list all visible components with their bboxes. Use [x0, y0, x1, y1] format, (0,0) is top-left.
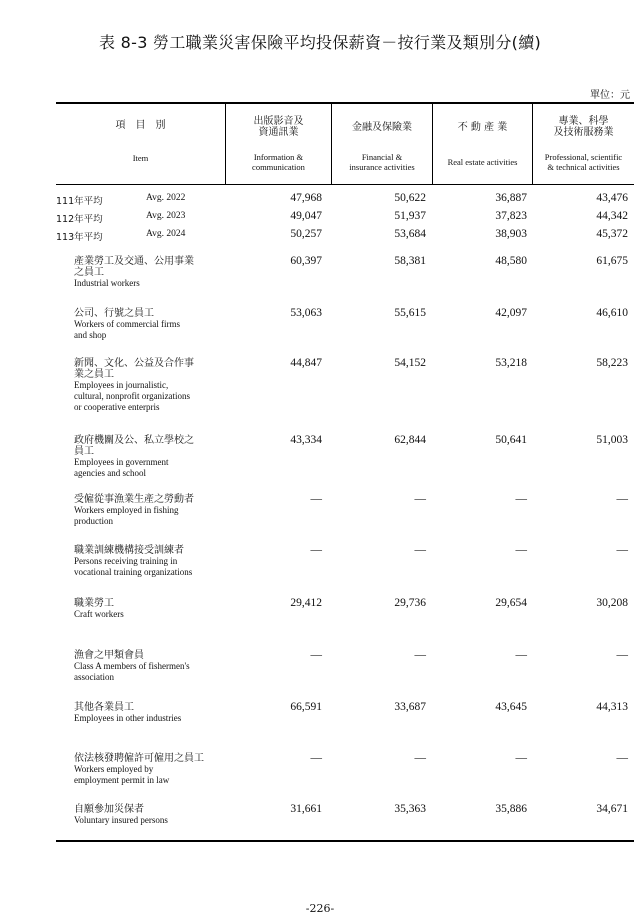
table-cell: 62,844: [394, 434, 426, 446]
table-cell: —: [616, 493, 628, 505]
table-cell: 54,152: [394, 357, 426, 369]
column-header: [533, 116, 634, 172]
column-header-en: Financial & insurance activities: [349, 152, 415, 172]
year-row-label-en: Avg. 2023: [146, 211, 186, 221]
year-row-label-en: Avg. 2022: [146, 193, 186, 203]
table-cell: 47,968: [290, 192, 322, 204]
table-cell: 30,208: [596, 597, 628, 609]
table-cell: 36,887: [495, 192, 527, 204]
page-title: 表 8-3 勞工職業災害保險平均投保薪資－按行業及類別分(續): [98, 33, 542, 52]
column-header-zh: 金融及保險業: [352, 122, 412, 133]
table-cell: 35,363: [394, 803, 426, 815]
table-cell: 51,937: [394, 210, 426, 222]
table-cell: 33,687: [394, 701, 426, 713]
table-cell: —: [515, 752, 527, 764]
table-bottom-rule: [56, 840, 634, 842]
table-cell: —: [515, 649, 527, 661]
table-cell: —: [515, 544, 527, 556]
table-cell: —: [414, 544, 426, 556]
table-cell: 29,654: [495, 597, 527, 609]
table-cell: 35,886: [495, 803, 527, 815]
table-cell: 34,671: [596, 803, 628, 815]
table-cell: —: [310, 544, 322, 556]
table-cell: 48,580: [495, 255, 527, 267]
table-cell: 38,903: [495, 228, 527, 240]
table-cell: 29,736: [394, 597, 426, 609]
table-cell: 44,313: [596, 701, 628, 713]
header-item-en: Item: [132, 153, 149, 163]
unit-label: 單位：元: [590, 90, 630, 101]
year-row-label-zh: 111年平均: [56, 196, 103, 207]
category-label: 漁會之甲類會員 Class A members of fishermen's association: [74, 650, 190, 682]
table-cell: 37,823: [495, 210, 527, 222]
category-label: 新聞、文化、公益及合作事 業之員工 Employees in journalistic, cultural, nonprofit organizations or cooperative enterpris: [74, 358, 194, 412]
year-row-label-zh: 113年平均: [56, 232, 103, 243]
table-cell: 53,218: [495, 357, 527, 369]
table-cell: —: [310, 752, 322, 764]
table-cell: 43,334: [290, 434, 322, 446]
table-cell: —: [414, 752, 426, 764]
category-label: 依法核發聘僱許可僱用之員工 Workers employed by employment permit in law: [74, 753, 204, 785]
category-label: 受僱從事漁業生產之勞動者 Workers employed in fishing production: [74, 494, 194, 526]
table-cell: 44,342: [596, 210, 628, 222]
year-row-label-zh: 112年平均: [56, 214, 103, 225]
column-header-zh: 出版影音及 資通訊業: [253, 116, 304, 138]
year-row-label-en: Avg. 2024: [146, 229, 186, 239]
table-cell: 43,476: [596, 192, 628, 204]
column-header-en: Information & communication: [252, 152, 305, 172]
table-cell: 31,661: [290, 803, 322, 815]
table-cell: —: [414, 493, 426, 505]
table-cell: 43,645: [495, 701, 527, 713]
column-header: [433, 122, 532, 167]
column-header-zh: 專業、科學 及技術服務業: [553, 116, 614, 138]
category-label: 自願參加災保者 Voluntary insured persons: [74, 804, 168, 825]
category-label: 其他各業員工 Employees in other industries: [74, 702, 182, 723]
table-cell: —: [310, 649, 322, 661]
table-cell: 46,610: [596, 307, 628, 319]
table-cell: —: [616, 752, 628, 764]
table-cell: 45,372: [596, 228, 628, 240]
table-cell: 50,622: [394, 192, 426, 204]
table-cell: 66,591: [290, 701, 322, 713]
table-cell: 50,641: [495, 434, 527, 446]
table-cell: 58,381: [394, 255, 426, 267]
column-header-zh: 不 動 產 業: [457, 122, 508, 133]
table-cell: 49,047: [290, 210, 322, 222]
category-label: 職業訓練機構接受訓練者 Persons receiving training in vocational training organizations: [74, 545, 193, 577]
table-cell: 50,257: [290, 228, 322, 240]
table-cell: 60,397: [290, 255, 322, 267]
table-cell: 42,097: [495, 307, 527, 319]
category-label: 產業勞工及交通、公用事業 之員工 Industrial workers: [74, 256, 194, 288]
table-cell: —: [414, 649, 426, 661]
table-cell: 58,223: [596, 357, 628, 369]
table-cell: —: [616, 544, 628, 556]
table-top-rule: [56, 102, 634, 104]
table-cell: 53,684: [394, 228, 426, 240]
header-item: [56, 120, 225, 163]
table-cell: 44,847: [290, 357, 322, 369]
table-cell: —: [310, 493, 322, 505]
table-cell: 61,675: [596, 255, 628, 267]
table-cell: 55,615: [394, 307, 426, 319]
table-cell: —: [616, 649, 628, 661]
column-header-en: Professional, scientific & technical activities: [544, 152, 623, 172]
table-cell: 53,063: [290, 307, 322, 319]
category-label: 政府機關及公、私立學校之 員工 Employees in government agencies and school: [74, 435, 194, 478]
category-label: 公司、行號之員工 Workers of commercial firms and shop: [74, 308, 180, 340]
header-bottom-rule: [56, 184, 634, 185]
table-cell: 51,003: [596, 434, 628, 446]
column-header: [226, 116, 331, 172]
table-cell: —: [515, 493, 527, 505]
page-number: -226-: [305, 902, 335, 915]
column-header: [332, 122, 432, 172]
category-label: 職業勞工 Craft workers: [74, 598, 124, 619]
table-cell: 29,412: [290, 597, 322, 609]
column-header-en: Real estate activities: [447, 157, 518, 167]
header-item-zh: 項 目 別: [115, 120, 166, 131]
